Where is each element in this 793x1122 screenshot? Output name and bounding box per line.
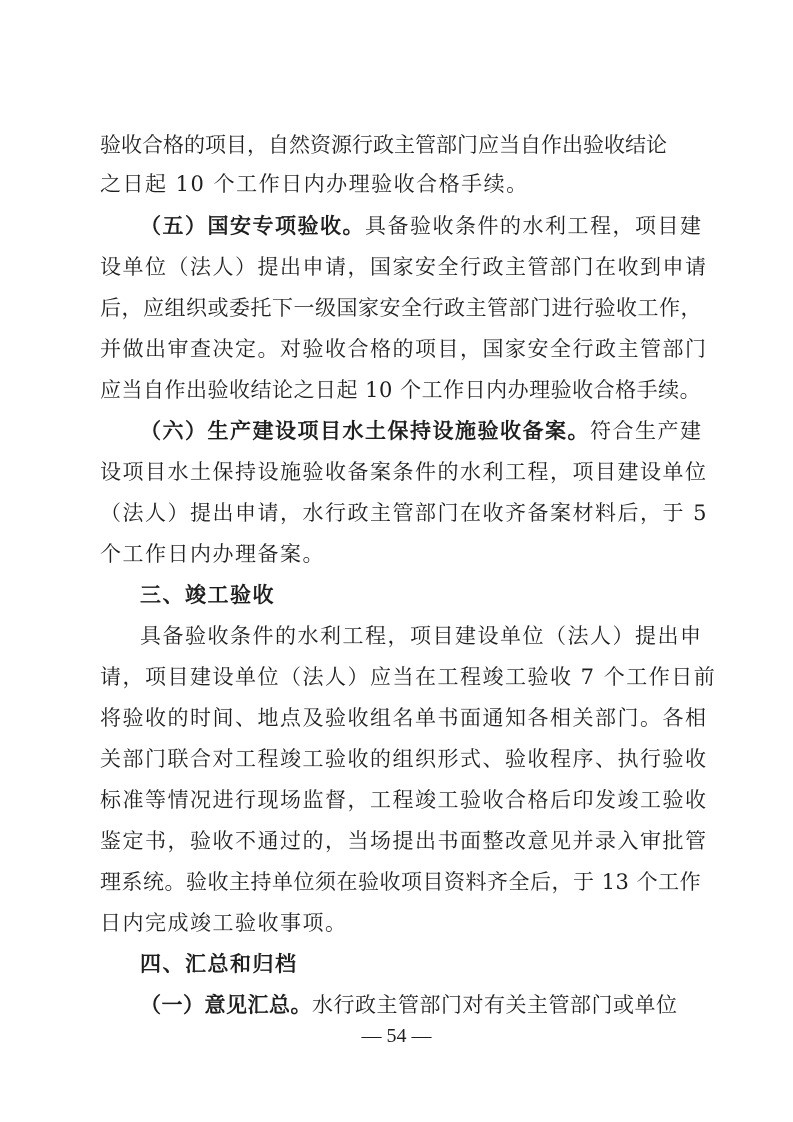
text-line-13 [140,621,703,651]
line-text: 日内完成竣工验收事项。 [100,911,348,935]
text-line-14 [100,662,717,692]
line-text: 理系统。验收主持单位须在验收项目资料齐全后，于 13 个工作 [100,870,702,894]
line-text: 鉴定书，验收不通过的，当场提出书面整改意见并录入审批管 [100,829,708,853]
line-text: 符合生产建 [590,419,703,443]
heading-text: 三、竣工验收 [140,583,275,607]
line-text: 设单位（法人）提出申请，国家安全行政主管部门在收到申请 [100,255,708,279]
section-six-title-line [140,416,703,446]
line-text: 具备验收条件的水利工程，项目建设单位（法人）提出申 [140,624,703,648]
line-text: 具备验收条件的水利工程，项目建 [365,214,703,238]
subsection-one-line [140,990,700,1020]
line-text: 关部门联合对工程竣工验收的组织形式、验收程序、执行验收 [100,747,708,771]
text-line-17 [100,785,708,815]
text-line-11 [100,539,700,569]
line-text: 验收合格的项目，自然资源行政主管部门应当自作出验收结论 [100,133,667,157]
text-line-2 [100,169,700,199]
section-five-title-line [140,211,703,241]
section-four-heading [140,949,700,979]
subsection-one-title: （一）意见汇总。 [140,993,312,1017]
line-text: 标准等情况进行现场监督，工程竣工验收合格后印发竣工验收 [100,788,708,812]
section-three-heading [140,580,700,610]
line-text: 应当自作出验收结论之日起 10 个工作日内办理验收合格手续。 [100,378,702,402]
text-line-5 [100,293,700,323]
text-line-16 [100,744,708,774]
line-text: 之日起 10 个工作日内办理验收合格手续。 [100,172,529,196]
text-line-4 [100,252,708,282]
text-line-6 [100,334,708,364]
heading-text: 四、汇总和归档 [140,952,298,976]
line-text: 水行政主管部门对有关主管部门或单位 [312,993,678,1017]
line-text: 后，应组织或委托下一级国家安全行政主管部门进行验收工作， [100,296,702,320]
text-line-19 [100,867,700,897]
section-five-title: （五）国安专项验收。 [140,214,365,238]
text-line-10 [100,498,709,528]
text-line-7 [100,375,700,405]
page-number: — 54 — [361,1025,432,1047]
line-text: （法人）提出申请，水行政主管部门在收齐备案材料后，于 5 [100,501,709,525]
section-six-title: （六）生产建设项目水土保持设施验收备案。 [140,419,590,443]
text-line-18 [100,826,708,856]
line-text: 个工作日内办理备案。 [100,542,325,566]
line-text: 设项目水土保持设施验收备案条件的水利工程，项目建设单位 [100,460,708,484]
line-text: 并做出审查决定。对验收合格的项目，国家安全行政主管部门 [100,337,708,361]
line-text: 将验收的时间、地点及验收组名单书面通知各相关部门。各相 [100,706,708,730]
line-text: 请，项目建设单位（法人）应当在工程竣工验收 7 个工作日前 [100,665,717,689]
text-line-1 [100,130,700,160]
text-line-20 [100,908,700,938]
text-line-9 [100,457,708,487]
text-line-15 [100,703,708,733]
